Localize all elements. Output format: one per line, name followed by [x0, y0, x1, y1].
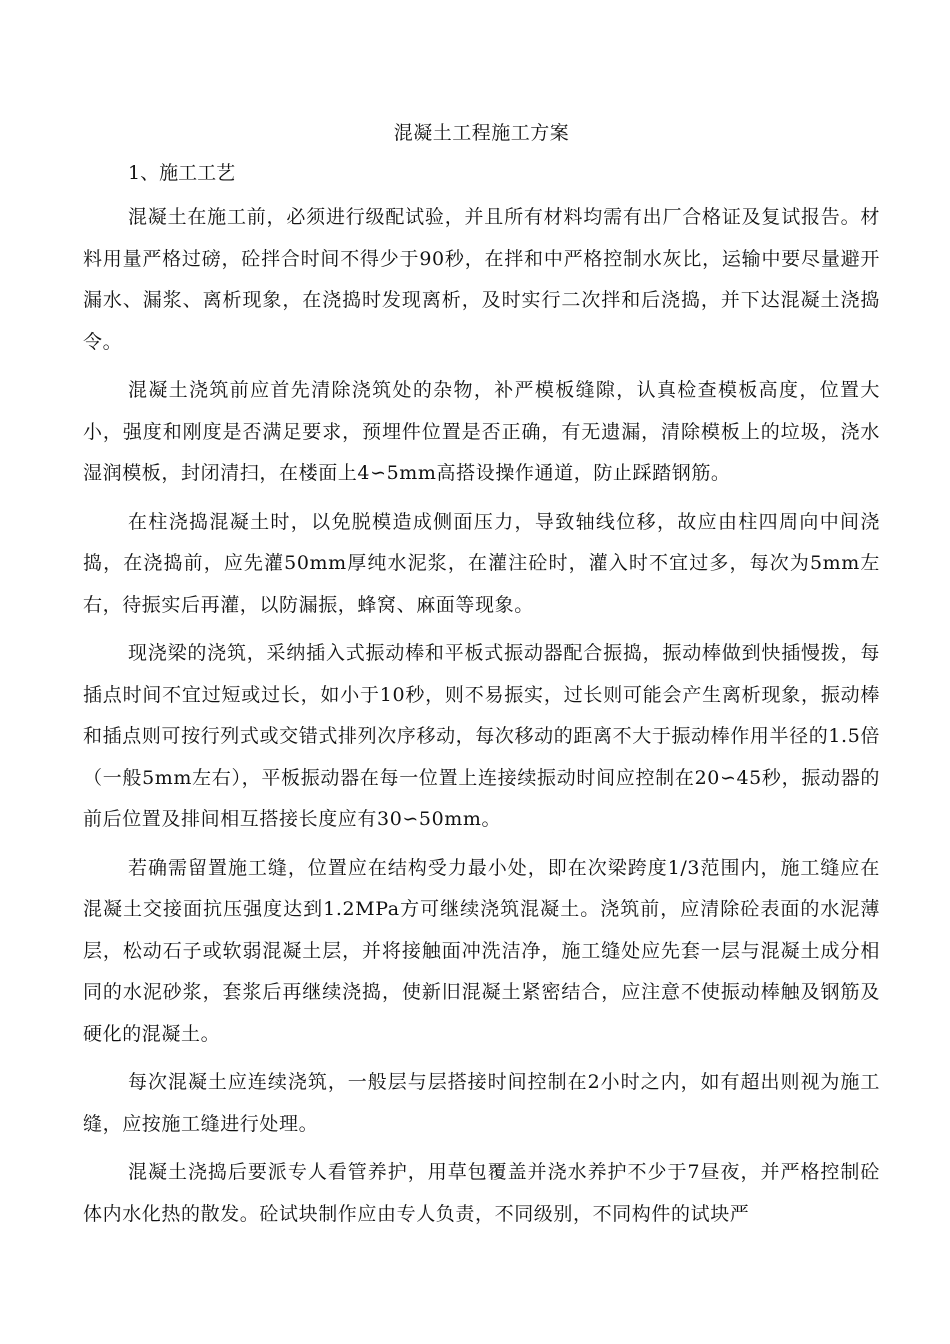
section-heading: 1、施工工艺 [128, 162, 236, 184]
paragraph-curing: 混凝土浇捣后要派专人看管养护，用草包覆盖并浇水养护不少于7昼夜，并严格控制砼体内水化热的散发。砼试块制作应由专人负责，不同级别，不同构件的试块严 [83, 1161, 880, 1225]
paragraph-mix-preparation: 混凝土在施工前，必须进行级配试验，并且所有材料均需有出厂合格证及复试报告。材料用量严格过磅，砼拌合时间不得少于90秒，在拌和中严格控制水灰比，运输中要尽量避开漏水、漏浆、离析现象，在浇捣时发现离析，及时实行二次拌和后浇捣，并下达混凝土浇捣令。 [83, 206, 880, 353]
document-title: 混凝土工程施工方案 [393, 122, 570, 144]
paragraph-continuous-pouring: 每次混凝土应连续浇筑，一般层与层搭接时间控制在2小时之内，如有超出则视为施工缝，应按施工缝进行处理。 [83, 1071, 880, 1135]
paragraph-construction-joint: 若确需留置施工缝，位置应在结构受力最小处，即在次梁跨度1/3范围内，施工缝应在混凝土交接面抗压强度达到1.2MPa方可继续浇筑混凝土。浇筑前，应清除砼表面的水泥薄层，松动石子或软弱混凝土层，并将接触面冲洗洁净，施工缝处应先套一层与混凝土成分相同的水泥砂浆，套浆后再继续浇捣，使新旧混凝土紧密结合，应注意不使振动棒触及钢筋及硬化的混凝土。 [83, 856, 880, 1045]
paragraph-column-pouring: 在柱浇捣混凝土时，以免脱模造成侧面压力，导致轴线位移，故应由柱四周向中间浇捣，在浇捣前，应先灌50mm厚纯水泥浆，在灌注砼时，灌入时不宜过多，每次为5mm左右，待振实后再灌，以防漏振，蜂窝、麻面等现象。 [83, 510, 880, 616]
document-body [83, 118, 880, 1235]
paragraph-pre-pour-inspection: 混凝土浇筑前应首先清除浇筑处的杂物，补严模板缝隙，认真检查模板高度，位置大小，强度和刚度是否满足要求，预埋件位置是否正确，有无遗漏，清除模板上的垃圾，浇水湿润模板，封闭清扫，在楼面上4∽5mm高搭设操作通道，防止踩踏钢筋。 [83, 379, 880, 484]
paragraph-beam-vibration: 现浇梁的浇筑，采纳插入式振动棒和平板式振动器配合振捣，振动棒做到快插慢拨，每插点时间不宜过短或过长，如小于10秒，则不易振实，过长则可能会产生离析现象，振动棒和插点则可按行列式或交错式排列次序移动，每次移动的距离不大于振动棒作用半径的1.5倍（一般5mm左右），平板振动器在每一位置上连接续振动时间应控制在20∽45秒，振动器的前后位置及排间相互搭接长度应有30∽50mm。 [83, 642, 880, 830]
